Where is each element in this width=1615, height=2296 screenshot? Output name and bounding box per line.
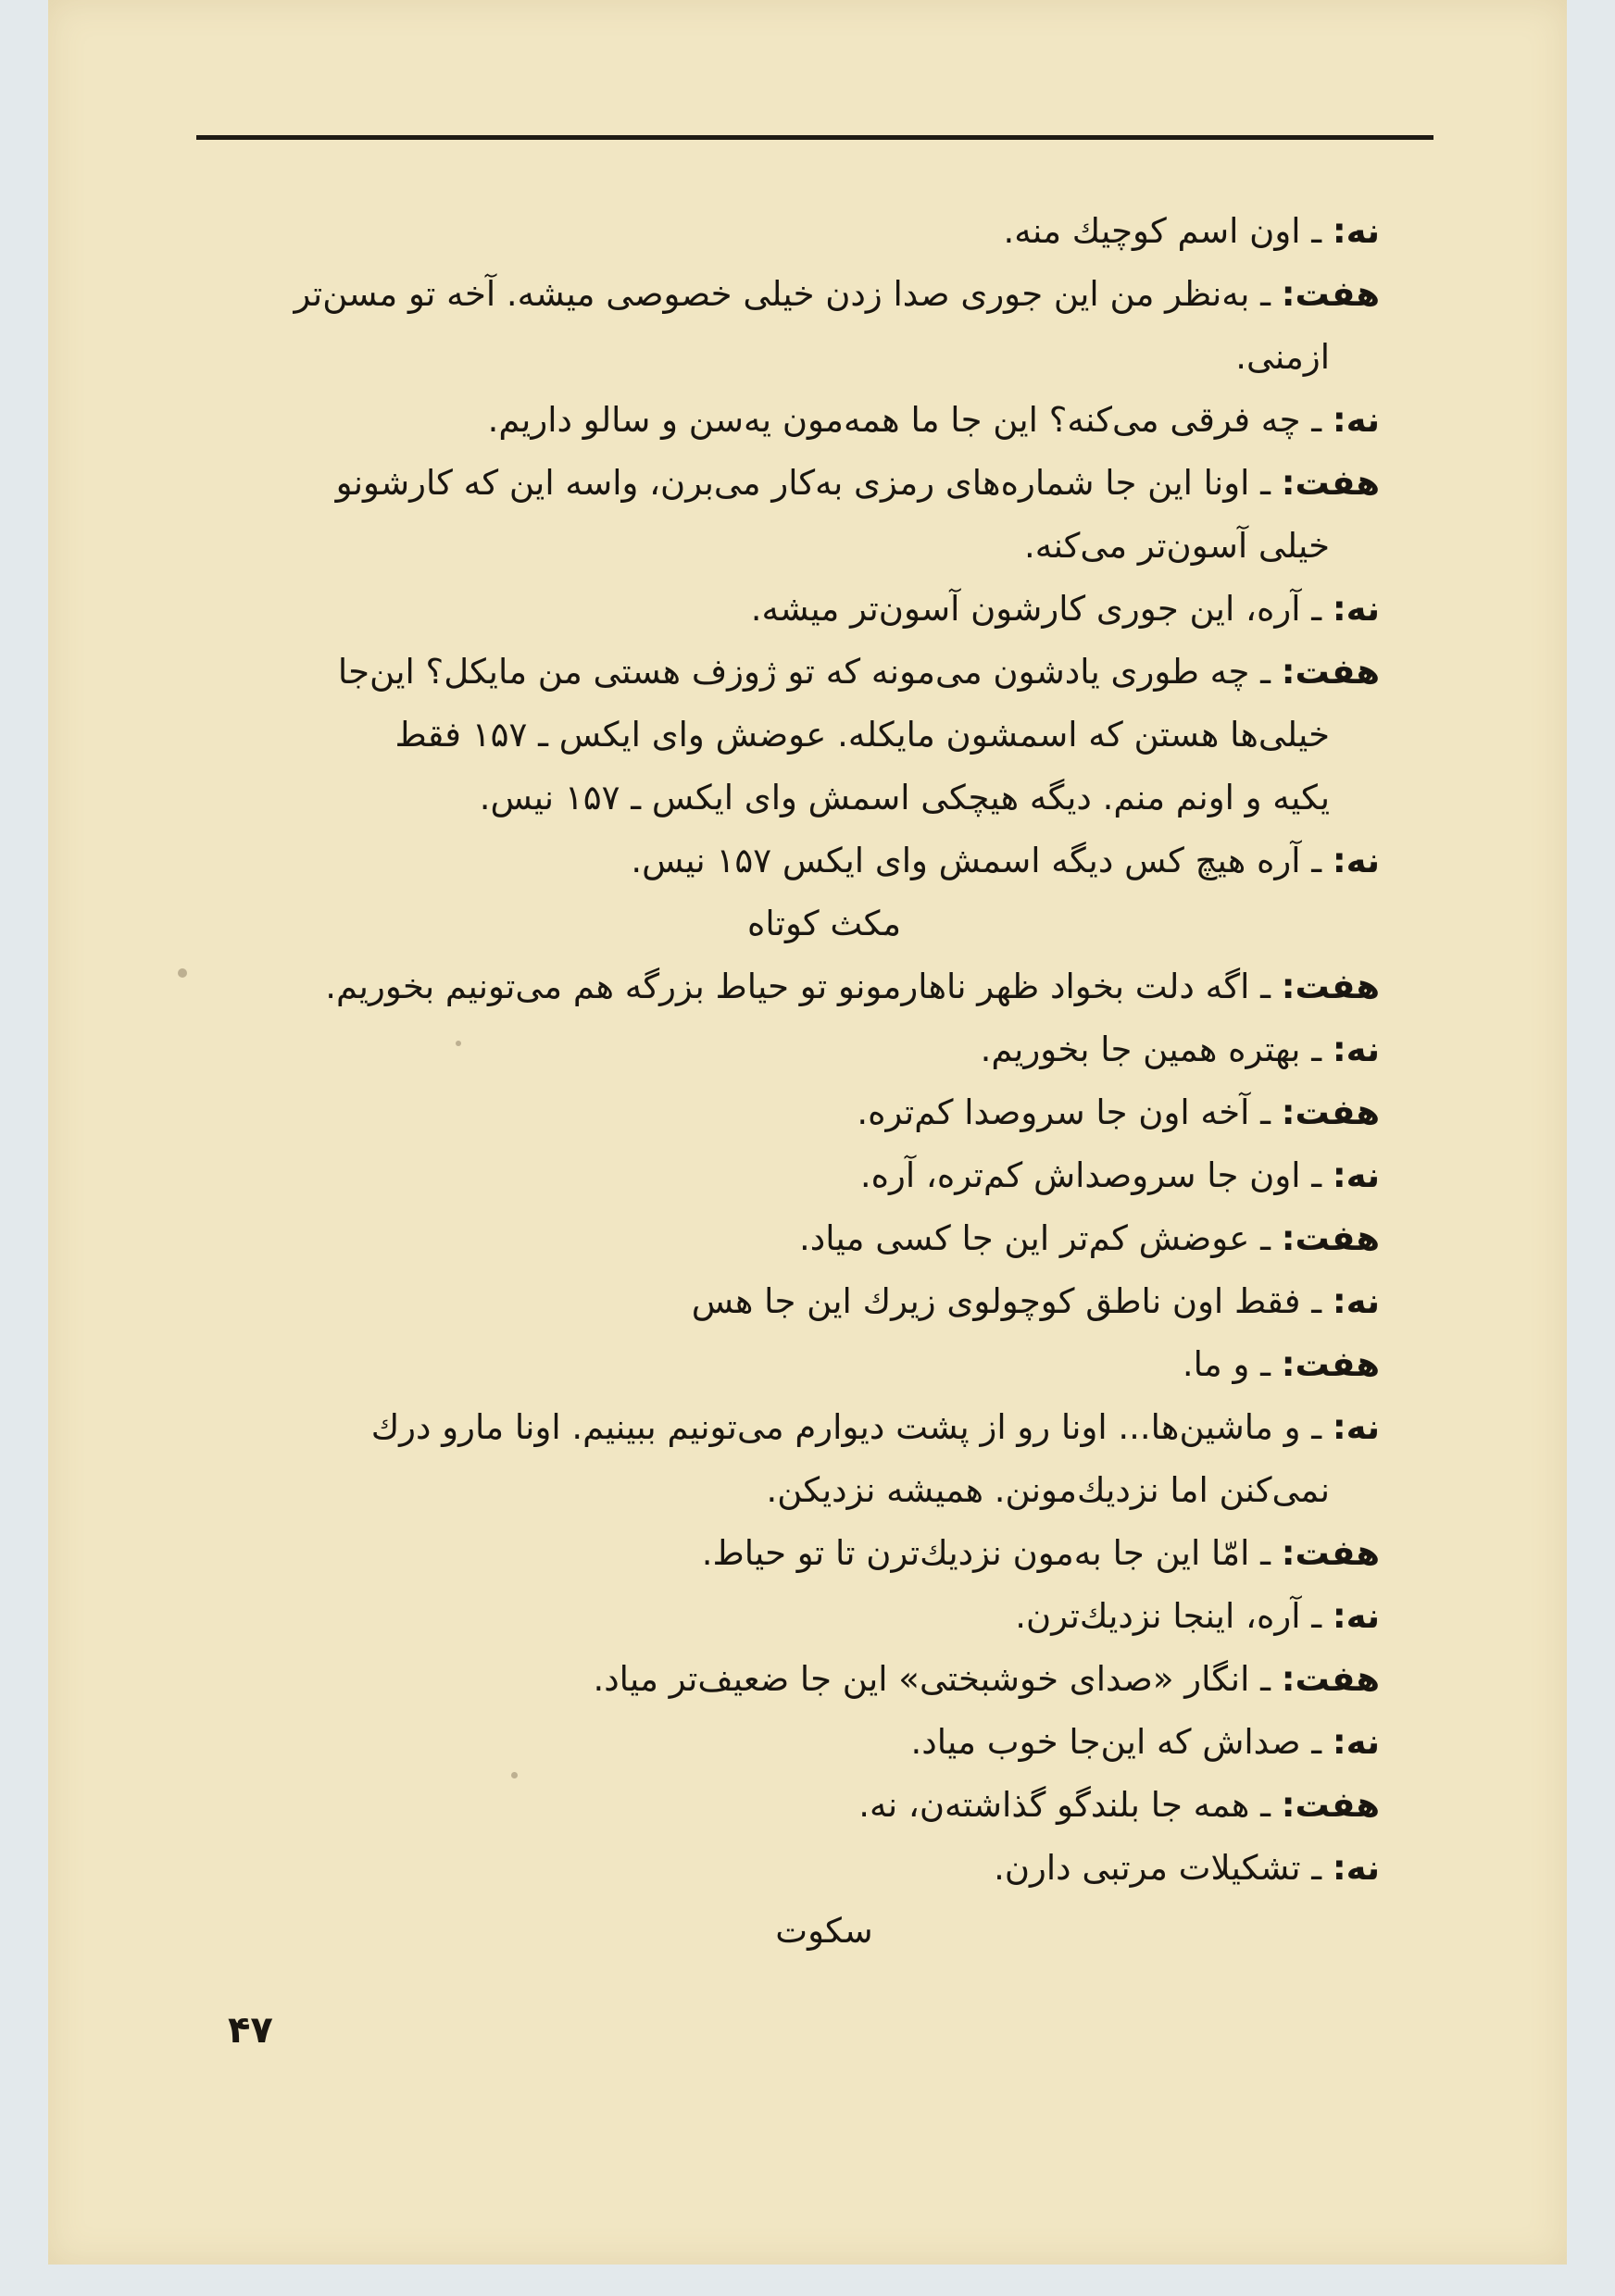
speaker-label: نه:	[1332, 400, 1380, 440]
speaker-label: هفت:	[1281, 1092, 1380, 1132]
line-text: ـ اون اسم کوچیك منه.	[1003, 211, 1333, 251]
dialogue-line	[488, 389, 1380, 452]
line-text: ـ به‌نظر من این جوری صدا زدن خیلی خصوصی میشه. آخه تو مسن‌تر	[294, 274, 1282, 314]
speaker-label: نه:	[1332, 1407, 1380, 1447]
stage-direction-pause: مکث کوتاه	[746, 904, 902, 943]
speaker-label: نه:	[1332, 841, 1380, 880]
dialogue-line	[799, 1207, 1380, 1270]
dialogue-line	[294, 263, 1380, 326]
paper-speck	[511, 1772, 518, 1778]
dialogue-line	[751, 578, 1380, 641]
line-text: ـ اون جا سروصداش کم‌تره، آره.	[859, 1155, 1333, 1195]
dialogue-line-continued	[480, 767, 1330, 830]
dialogue-line	[692, 1270, 1380, 1333]
line-text: ـ انگار «صدای خوشبختی» این جا ضعیف‌تر میاد.	[593, 1659, 1282, 1699]
line-text: ـ همه جا بلندگو گذاشته‌ن، نه.	[858, 1785, 1282, 1825]
speaker-label: نه:	[1332, 1155, 1380, 1195]
dialogue-line	[981, 1018, 1380, 1081]
line-text: ـ و ماشین‌ها... اونا رو از پشت دیوارم می‌تونیم ببینیم. اونا مارو درك	[370, 1407, 1333, 1447]
speaker-label: هفت:	[1281, 1659, 1380, 1699]
speaker-label: هفت:	[1281, 967, 1380, 1006]
stage-direction-silence: سکوت	[775, 1911, 873, 1951]
dialogue-line	[702, 1522, 1380, 1585]
speaker-label: هفت:	[1281, 463, 1380, 503]
line-text: ـ تشکیلات مرتبی دارن.	[994, 1848, 1333, 1888]
dialogue-line	[325, 955, 1380, 1018]
page-number: ۴۷	[228, 2009, 273, 2052]
paper-speck	[456, 1041, 461, 1046]
speaker-label: نه:	[1332, 1848, 1380, 1888]
speaker-label: هفت:	[1281, 652, 1380, 692]
line-text: ـ و ما.	[1182, 1344, 1282, 1384]
dialogue-line	[631, 830, 1380, 892]
line-text: ـ آره هیچ کس دیگه اسمش وای ایکس ۱۵۷ نیس.	[631, 841, 1333, 880]
line-text: ـ آره، این جوری کارشون آسون‌تر میشه.	[750, 589, 1333, 629]
speaker-label: هفت:	[1281, 274, 1380, 314]
line-text: ـ صداش که این‌جا خوب میاد.	[910, 1722, 1333, 1762]
dialogue-line	[860, 1144, 1380, 1207]
dialogue-line	[1183, 1333, 1380, 1396]
speaker-label: هفت:	[1281, 1785, 1380, 1825]
speaker-label: هفت:	[1281, 1344, 1380, 1384]
line-text: ـ آخه اون جا سروصدا کم‌تره.	[857, 1092, 1282, 1132]
dialogue-line	[1015, 1585, 1380, 1648]
dialogue-line	[858, 1774, 1380, 1837]
header-rule	[196, 135, 1433, 140]
dialogue-line	[338, 641, 1380, 704]
speaker-label: نه:	[1332, 1596, 1380, 1636]
speaker-label: نه:	[1332, 211, 1380, 251]
speaker-label: نه:	[1332, 589, 1380, 629]
dialogue-line	[336, 452, 1380, 515]
speaker-label: هفت:	[1281, 1218, 1380, 1258]
dialogue-line	[994, 1837, 1380, 1900]
line-text: ـ بهتره همین جا بخوریم.	[980, 1029, 1333, 1069]
line-text: ـ آره، اینجا نزدیك‌ترن.	[1015, 1596, 1333, 1636]
line-text: نمی‌کنن اما نزدیك‌مونن. همیشه نزدیکن.	[766, 1470, 1330, 1510]
line-text: ـ امّا این جا به‌مون نزدیك‌ترن تا تو حیاط.	[701, 1533, 1282, 1573]
line-text: ـ فقط اون ناطق کوچولوی زیرك این جا هس	[691, 1281, 1333, 1321]
dialogue-line-continued	[1235, 326, 1330, 389]
dialogue-line-continued	[767, 1459, 1330, 1522]
dialogue-line	[911, 1711, 1381, 1774]
line-text: خیلی‌ها هستن که اسمشون مایکله. عوضش وای ایکس ـ ۱۵۷ فقط	[394, 715, 1330, 755]
dialogue-line	[857, 1081, 1380, 1144]
line-text: خیلی آسون‌تر می‌کنه.	[1024, 526, 1330, 566]
paper-speck	[178, 968, 187, 978]
speaker-label: هفت:	[1281, 1533, 1380, 1573]
speaker-label: نه:	[1332, 1029, 1380, 1069]
dialogue-line	[1003, 200, 1380, 263]
line-text: ـ عوضش کم‌تر این جا کسی میاد.	[799, 1218, 1282, 1258]
line-text: ازمنی.	[1235, 337, 1330, 377]
dialogue-line-continued	[1024, 515, 1330, 578]
dialogue-line	[593, 1648, 1380, 1711]
line-text: یکیه و اونم منم. دیگه هیچکی اسمش وای ایکس ـ ۱۵۷ نیس.	[479, 778, 1330, 817]
line-text: ـ چه طوری یادشون می‌مونه که تو ژوزف هستی من مایکل؟ این‌جا	[337, 652, 1282, 692]
line-text: ـ اگه دلت بخواد ظهر ناهارمونو تو حیاط بزرگه هم می‌تونیم بخوریم.	[325, 967, 1282, 1006]
line-text: ـ چه فرقی می‌کنه؟ این جا ما همه‌مون یه‌سن و سالو داریم.	[487, 400, 1333, 440]
speaker-label: نه:	[1332, 1281, 1380, 1321]
dialogue-line-continued	[394, 704, 1330, 767]
speaker-label: نه:	[1332, 1722, 1380, 1762]
line-text: ـ اونا این جا شماره‌های رمزی به‌کار می‌برن، واسه این که کارشونو	[335, 463, 1282, 503]
dialogue-line	[371, 1396, 1380, 1459]
